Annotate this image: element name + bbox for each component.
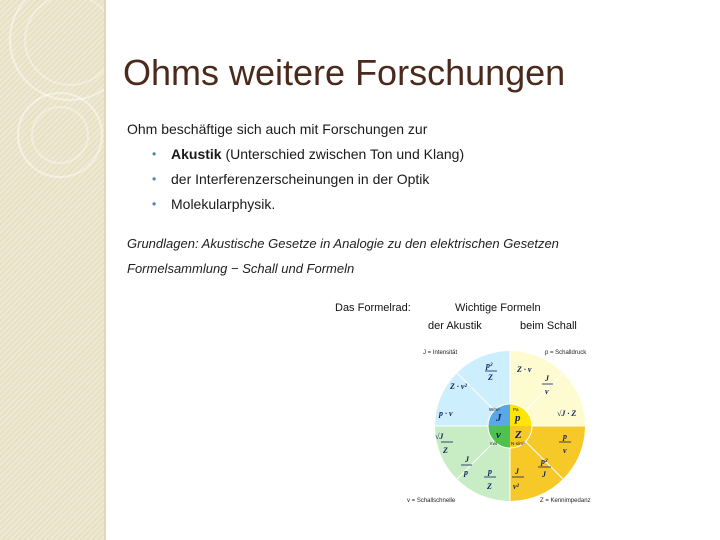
bullet-text: der Interferenzerscheinungen in der Optik [171,171,430,187]
formula-Z-v2: Z · v² [450,382,467,391]
bullet-dot-icon: • [152,172,157,186]
center-symbol-v: v [496,429,501,441]
center-unit-intensity: W/m² [489,407,500,412]
formula-J-over-p: J [465,455,469,464]
intro-text: Ohm beschäftige sich auch mit Forschungen zur [127,121,428,137]
bullet-list [152,146,464,221]
formula-J-over-v2: J [515,467,519,476]
center-symbol-J: J [496,412,502,424]
formula-Z-v: Z · v [517,365,532,374]
formula-wheel [405,344,610,506]
formula-J-over-v: J [545,374,549,383]
corner-label-intensity: J = Intensität [423,350,458,356]
figure-label-formelrad: Das Formelrad: [335,302,411,314]
bullet-dot-icon: • [152,197,157,211]
formula-p-over-v: p [563,432,567,441]
formula-sqrt-JZ: √J · Z [557,409,577,418]
figure-label-akustik: der Akustik [428,320,482,332]
corner-label-velocity: v = Schallschnelle [407,498,456,504]
corner-label-impedance: Z = Kennimpedanz [540,498,591,504]
svg-text:v: v [545,387,549,396]
formula-sqrt-J-over-Z: √J [435,432,444,441]
slide-title: Ohms weitere Forschungen [123,52,566,93]
corner-label-pressure: p = Schalldruck [545,350,587,356]
bullet-item [152,146,464,171]
formula-p-v: p · v [439,409,453,418]
note-basics: Grundlagen: Akustische Gesetze in Analogie zu den elektrischen Gesetzen [127,236,559,251]
svg-text:J: J [542,470,546,479]
formula-p2-over-J: p² [541,457,548,466]
decorative-circles [0,0,104,540]
note-formula-collection: Formelsammlung − Schall und Formeln [127,261,355,276]
center-symbol-p: p [515,412,521,424]
bullet-bold-text: Akustik [171,146,222,162]
center-unit-pressure: Pa [513,407,519,412]
formula-p-over-Z: p [488,467,492,476]
figure-label-wichtige: Wichtige Formeln [455,302,541,314]
center-unit-velocity: m/s [490,441,498,446]
svg-text:Z: Z [443,446,448,455]
svg-text:Z: Z [488,373,493,382]
svg-text:Z: Z [487,482,492,491]
figure-label-schall: beim Schall [520,320,577,332]
formula-p2-over-Z: p² [486,361,493,370]
bullet-dot-icon: • [152,147,157,161]
bullet-item [152,196,464,221]
side-band-edge [104,0,106,540]
svg-text:p: p [464,468,468,477]
center-unit-impedance: N·s/m³ [511,441,525,446]
bullet-item [152,171,464,196]
center-symbol-Z: Z [515,429,522,441]
bullet-text: Molekularphysik. [171,196,276,212]
svg-text:v²: v² [513,482,519,491]
decorative-side-band [0,0,104,540]
svg-text:v: v [563,446,567,455]
bullet-text: (Unterschied zwischen Ton und Klang) [221,146,465,162]
